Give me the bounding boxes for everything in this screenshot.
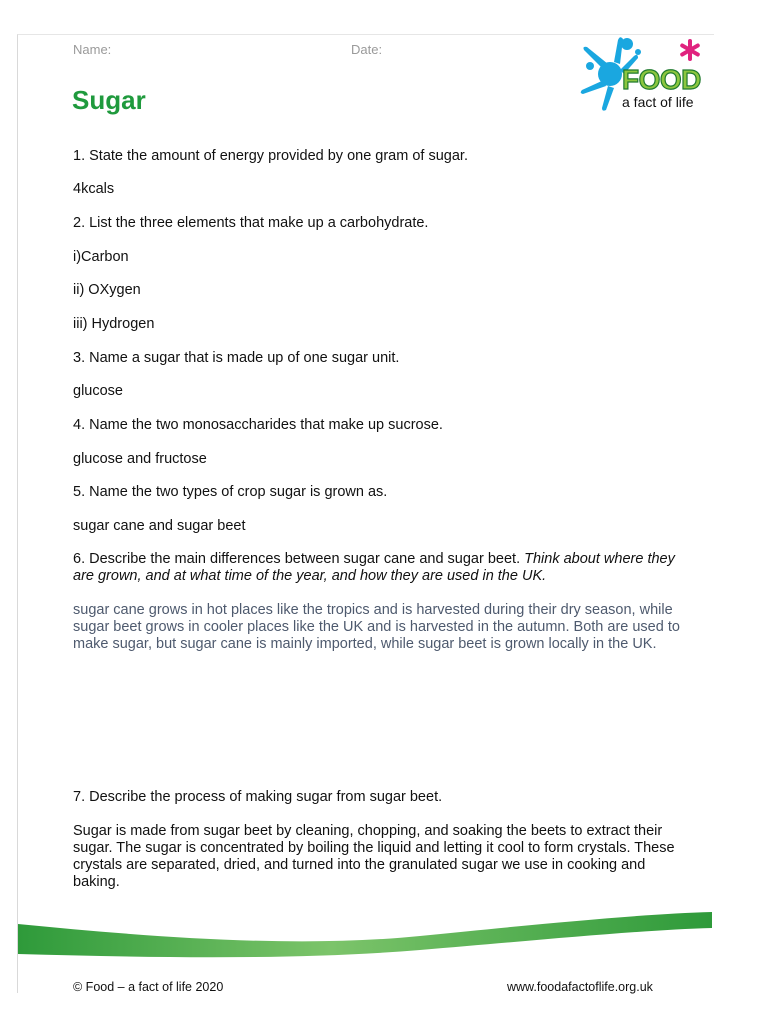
logo-wordmark: FOOD — [622, 64, 701, 95]
answer-5: sugar cane and sugar beet — [73, 518, 246, 534]
answer-1: 4kcals — [73, 181, 115, 197]
footer-copyright: © Food – a fact of life 2020 — [73, 980, 224, 994]
answer-7: Sugar is made from sugar beet by cleaning, chopping, and soaking the beets to extract their sugar. The sugar is concentrated by boiling the liquid and letting it cool to form crystals. These crystals are separated, dried, and turned into the granulated sugar we use in cooking and baking. — [73, 823, 675, 890]
page-title: Sugar — [72, 85, 146, 115]
green-wave-decoration — [0, 900, 768, 970]
question-2: 2. List the three elements that make up a carbohydrate. — [73, 215, 429, 231]
question-1: 1. State the amount of energy provided by one gram of sugar. — [73, 148, 468, 164]
question-5: 5. Name the two types of crop sugar is grown as. — [73, 484, 388, 500]
answer-6: sugar cane grows in hot places like the tropics and is harvested during their dry season, while sugar beet grows in cooler places like the UK and is harvested in the autumn. Both are used to make sugar, but sugar cane is mainly imported, while sugar beet is grown locally in the UK. — [73, 602, 680, 652]
question-6 — [73, 551, 693, 585]
name-label: Name: — [73, 42, 112, 57]
question-7: 7. Describe the process of making sugar from sugar beet. — [73, 789, 443, 805]
footer-website-link[interactable]: www.foodafactoflife.org.uk — [507, 980, 653, 994]
answer-2-carbon: i)Carbon — [73, 249, 129, 265]
answer-2-hydrogen: iii) Hydrogen — [73, 316, 155, 332]
answer-3: glucose — [73, 383, 123, 399]
answer-4: glucose and fructose — [73, 451, 207, 467]
logo-tagline: a fact of life — [622, 94, 694, 110]
question-6-hint: Think about where they are grown, and at what time of the year, and how they are used in the UK. — [73, 551, 675, 584]
answer-2-oxygen: ii) OXygen — [73, 282, 141, 298]
question-3: 3. Name a sugar that is made up of one sugar unit. — [73, 350, 400, 366]
question-4: 4. Name the two monosaccharides that make up sucrose. — [73, 417, 443, 433]
date-label: Date: — [351, 42, 383, 57]
question-6-text: 6. Describe the main differences between sugar cane and sugar beet. — [73, 551, 521, 567]
